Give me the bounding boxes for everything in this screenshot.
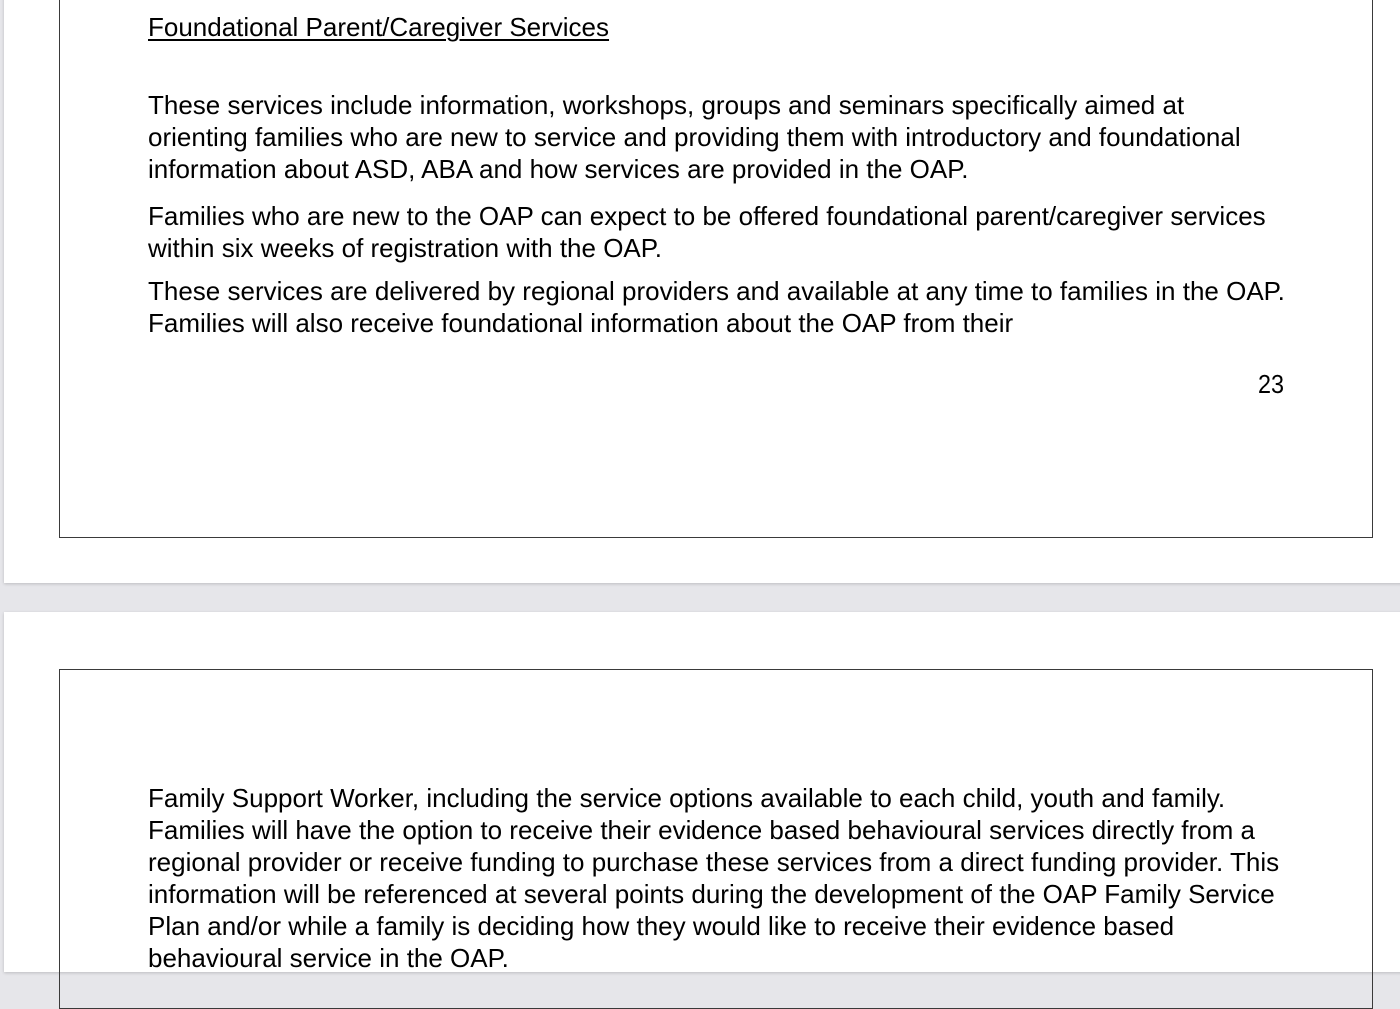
paragraph: Family Support Worker, including the service options available to each child, youth and family. Families will have the option to receive their evidence based behavioural services directly from a regional provider or receive funding to purchase these services from a direct funding provider. This information will be referenced at several points during the development of the OAP Family Service Plan and/or while a family is deciding how they would like to receive their evidence based behavioural service in the OAP.: [148, 783, 1280, 973]
page-border-frame: [59, 0, 1373, 538]
paragraph: These services are delivered by regional providers and available at any time to families in the OAP. Families will also receive foundational information about the OAP from their: [148, 276, 1285, 338]
section-heading: Foundational Parent/Caregiver Services: [148, 12, 610, 42]
document-page-23: [4, 0, 1400, 583]
page-number: 23: [1258, 369, 1285, 399]
paragraph: These services include information, workshops, groups and seminars specifically aimed at orienting families who are new to service and providing them with introductory and foundational information about ASD, ABA and how services are provided in the OAP.: [148, 90, 1241, 184]
paragraph: Families who are new to the OAP can expect to be offered foundational parent/caregiver services within six weeks of registration with the OAP.: [148, 201, 1266, 263]
document-page-24: [4, 612, 1400, 972]
